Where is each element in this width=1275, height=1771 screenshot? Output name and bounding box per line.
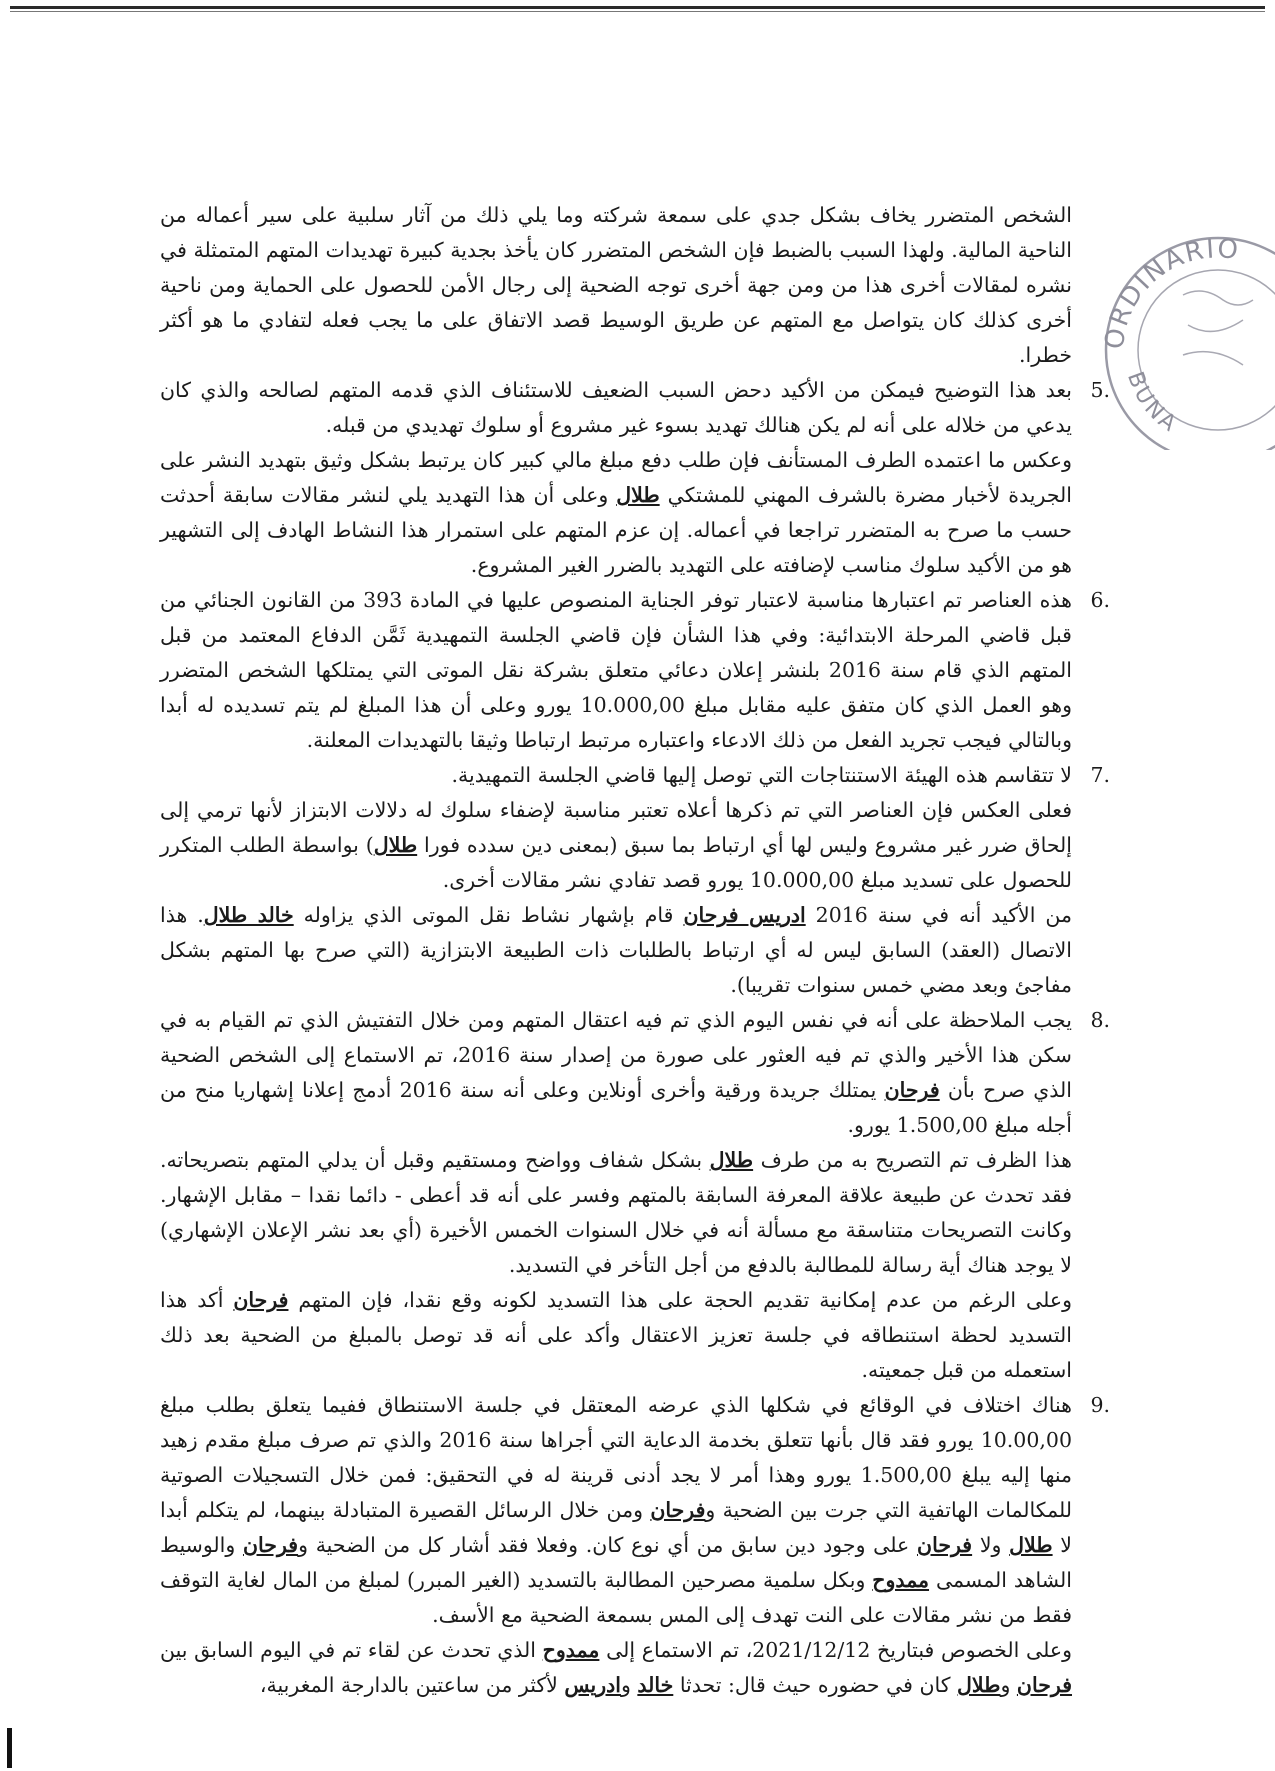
stamp-graphic [1088,215,1275,450]
paragraph-text: لا تتقاسم هذه الهيئة الاستنتاجات التي توصل إليها قاضي الجلسة التمهيدية. [451,763,1072,787]
circular-stamp [1088,215,1275,450]
numbered-paragraph [160,758,1110,793]
paragraph-text: كان في حضوره حيث قال: تحدثا [673,1673,958,1697]
paragraph [160,898,1072,1003]
numbered-paragraph [160,1003,1110,1143]
paragraph-text: على وجود دين سابق من أي نوع كان. وفعلا فقد أشار كل من الضحية و [298,1533,918,1557]
stamp-top-text: ORDINARIO [1099,233,1242,351]
paragraph-text: و [620,1673,638,1697]
paragraph-text: يجب الملاحظة على أنه في نفس اليوم الذي تم فيه اعتقال المتهم ومن خلال التفتيش الذي تم القيام به في سكن هذا الأخير والذي تم فيه العثور على صورة من إصدار سنة 2016، تم الاستماع إلى الشخص الضحية الذي صرح بأن [160,1008,1072,1102]
paragraph-text: بعد هذا التوضيح فيمكن من الأكيد دحض السبب الضعيف للاستئناف الذي قدمه المتهم لصالحه والذي كان يدعي من خلاله على أنه لم يكن هنالك تهديد بسوء غير مشروع أو سلوك تهديدي من قبله. [160,378,1072,437]
underlined-name: ادريس فرحان [683,903,806,927]
paragraph-number: 8. [1090,1008,1110,1032]
paragraph-number: 7. [1090,763,1110,787]
underlined-name: فرحان [242,1533,299,1557]
top-scan-border-thin [10,11,1265,12]
numbered-paragraph [160,373,1110,443]
paragraph [160,1283,1072,1388]
paragraph-text: وبكل سلمية مصرحين المطالبة بالتسديد (الغير المبرر) لمبلغ من المال لغاية التوقف فقط من نشر مقالات على النت تهدف إلى المس بسمعة الضحية مع الأسف. [160,1568,1072,1627]
underlined-name: ادريس [564,1673,621,1697]
document-body [160,198,1110,1703]
top-scan-border [10,6,1265,9]
underlined-name: فرحان [650,1498,706,1522]
underlined-name: طلال [373,833,418,857]
paragraph [160,443,1072,583]
paragraph-text: وعكس ما اعتمده الطرف المستأنف فإن طلب دفع مبلغ مالي كبير كان يرتبط بشكل وثيق بتهديد النشر على الجريدة لأخبار مضرة بالشرف المهني للمشتكي [160,448,1072,507]
paragraph [160,1143,1072,1283]
paragraph-text: والوسيط الشاهد المسمى [160,1533,1072,1592]
paragraph-number: 6. [1090,588,1110,612]
paragraph-text: ) بواسطة الطلب المتكرر للحصول على تسديد مبلغ 10.000,00 يورو قصد تفادي نشر مقالات أخرى. [160,833,1072,892]
underlined-name: طلال [616,483,660,507]
underlined-name: فرحان [233,1288,289,1312]
left-scan-mark [7,1728,12,1768]
underlined-name: فرحان [884,1078,940,1102]
paragraph-text: يمتلك جريدة ورقية وأخرى أونلاين وعلى أنه سنة 2016 أدمج إعلانا إشهاريا منح من أجله مبلغ 1.500,00 يورو. [160,1078,1072,1137]
paragraph-text: هذا الظرف تم التصريح به من طرف [753,1148,1072,1172]
paragraph-text: الشخص المتضرر يخاف بشكل جدي على سمعة شركته وما يلي ذلك من آثار سلبية على سير أعماله من الناحية المالية. ولهذا السبب بالضبط فإن الشخص المتضرر كان يأخذ بجدية كبيرة تهديدات المتهم المتمثلة في نشره لمقالات أخرى هذا من ومن جهة أخرى توجه الضحية إلى رجال الأمن للحصول على الحماية ومن ناحية أخرى كذلك كان يتواصل مع المتهم عن طريق الوسيط قصد الاتفاق على ما يجب فعله لتفادي ما هو أكثر خطرا. [160,203,1072,367]
numbered-paragraph [160,583,1110,758]
paragraph [160,198,1072,373]
underlined-name: طلال [957,1673,1001,1697]
paragraph [160,1633,1072,1703]
underlined-name: خالد [637,1673,674,1697]
paragraph-text: لأكثر من ساعتين بالدارجة المغربية، [259,1673,565,1697]
paragraph-text: بشكل شفاف وواضح ومستقيم وقبل أن يدلي المتهم بتصريحاته. فقد تحدث عن طبيعة علاقة المعرفة السابقة بالمتهم وفسر على أنه قد أعطى - دائما نقدا – مقابل الإشهار. وكانت التصريحات متناسقة مع مسألة أنه في خلال السنوات الخمس الأخيرة (أي بعد نشر الإعلان الإشهاري) لا يوجد هناك أية رسالة للمطالبة بالدفع من أجل التأخر في التسديد. [160,1148,1072,1277]
numbered-paragraph [160,1388,1110,1633]
underlined-name: ممدوح [872,1568,930,1592]
underlined-name: خالد طلال [203,903,294,927]
underlined-name: فرحان [1016,1673,1072,1697]
paragraph-text: الذي تحدث عن لقاء تم في اليوم السابق بين [160,1638,543,1662]
paragraph-text: وعلى الخصوص فبتاريخ 2021/12/12، تم الاستماع إلى [599,1638,1072,1662]
paragraph-text: ولا [972,1533,1010,1557]
paragraph-number: 9. [1090,1393,1110,1417]
underlined-name: فرحان [917,1533,973,1557]
paragraph [160,793,1072,898]
svg-text:BUNA [1122,369,1183,439]
paragraph-text: هذه العناصر تم اعتبارها مناسبة لاعتبار توفر الجناية المنصوص عليها في المادة 393 من القانون الجنائي من قبل قاضي المرحلة الابتدائية: وفي هذا الشأن فإن قاضي الجلسة التمهيدية ثَمَّن الدفاع المعتمد من قبل المتهم الذي قام سنة 2016 بلنشر إعلان دعائي متعلق بشركة نقل الموتى التي يمتلكها الشخص المتضرر وهو العمل الذي كان متفق عليه مقابل مبلغ 10.000,00 يورو وعلى أن هذا المبلغ لم يتم تسديده له أبدا وبالتالي فيجب تجريد الفعل من ذلك الادعاء واعتباره مرتبط ارتباطا وثيقا بالتهديدات المعلنة. [160,588,1073,752]
paragraph-text: أكد هذا التسديد لحظة استنطاقه في جلسة تعزيز الاعتقال وأكد على أنه قد توصل بالمبلغ من الضحية بعد ذلك استعمله من قبل جمعيته. [160,1288,1072,1382]
paragraph-text: قام بإشهار نشاط نقل الموتى الذي يزاوله [293,903,684,927]
paragraph-text: فعلى العكس فإن العناصر التي تم ذكرها أعلاه تعتبر مناسبة لإضفاء سلوك له دلالات الابتزاز لأنها ترمي إلى إلحاق ضرر غير مشروع وليس لها أي ارتباط بما سبق (بمعنى دين سدده فورا [160,798,1072,857]
paragraph-text: من الأكيد أنه في سنة 2016 [805,903,1072,927]
paragraph-text: وعلى أن هذا التهديد يلي لنشر مقالات سابقة أحدثت حسب ما صرح به المتضرر تراجعا في أعماله. إن عزم المتهم على استمرار هذا النشاط الهادف إلى التشهير هو من الأكيد سلوك مناسب لإضافته على التهديد بالضرر الغير المشروع. [160,483,1072,577]
paragraph-text: ومن خلال الرسائل القصيرة المتبادلة بينهما، لم يتكلم أبدا لا [160,1498,1073,1557]
stamp-bottom-text: BUNA [1121,368,1183,439]
svg-text:ORDINARIO [1100,234,1242,351]
paragraph-text: هناك اختلاف في الوقائع في شكلها الذي عرضه المعتقل في جلسة الاستنطاق ففيما يتعلق بطلب مبلغ 10.00,00 يورو فقد قال بأنها تتعلق بخدمة الدعاية التي أجراها سنة 2016 والذي تم صرف مبلغ مقدم زهيد منها إليه يبلغ 1.500,00 يورو وهذا أمر لا يجد أدنى قرينة له في التحقيق: فمن خلال التسجيلات الصوتية للمكالمات الهاتفية التي جرت بين الضحية و [160,1393,1072,1522]
paragraph-text: و [1000,1673,1017,1697]
paragraph-text: وعلى الرغم من عدم إمكانية تقديم الحجة على هذا التسديد لكونه وقع نقدا، فإن المتهم [288,1288,1072,1312]
paragraph-number: 5. [1090,378,1110,402]
underlined-name: ممدوح [542,1638,600,1662]
underlined-name: طلال [1009,1533,1053,1557]
paragraph-text: . هذا الاتصال (العقد) السابق ليس له أي ارتباط بالطلبات ذات الطبيعة الابتزازية (التي صرح بها المتهم بشكل مفاجئ وبعد مضي خمس سنوات تقريبا). [160,903,1072,997]
underlined-name: طلال [709,1148,754,1172]
